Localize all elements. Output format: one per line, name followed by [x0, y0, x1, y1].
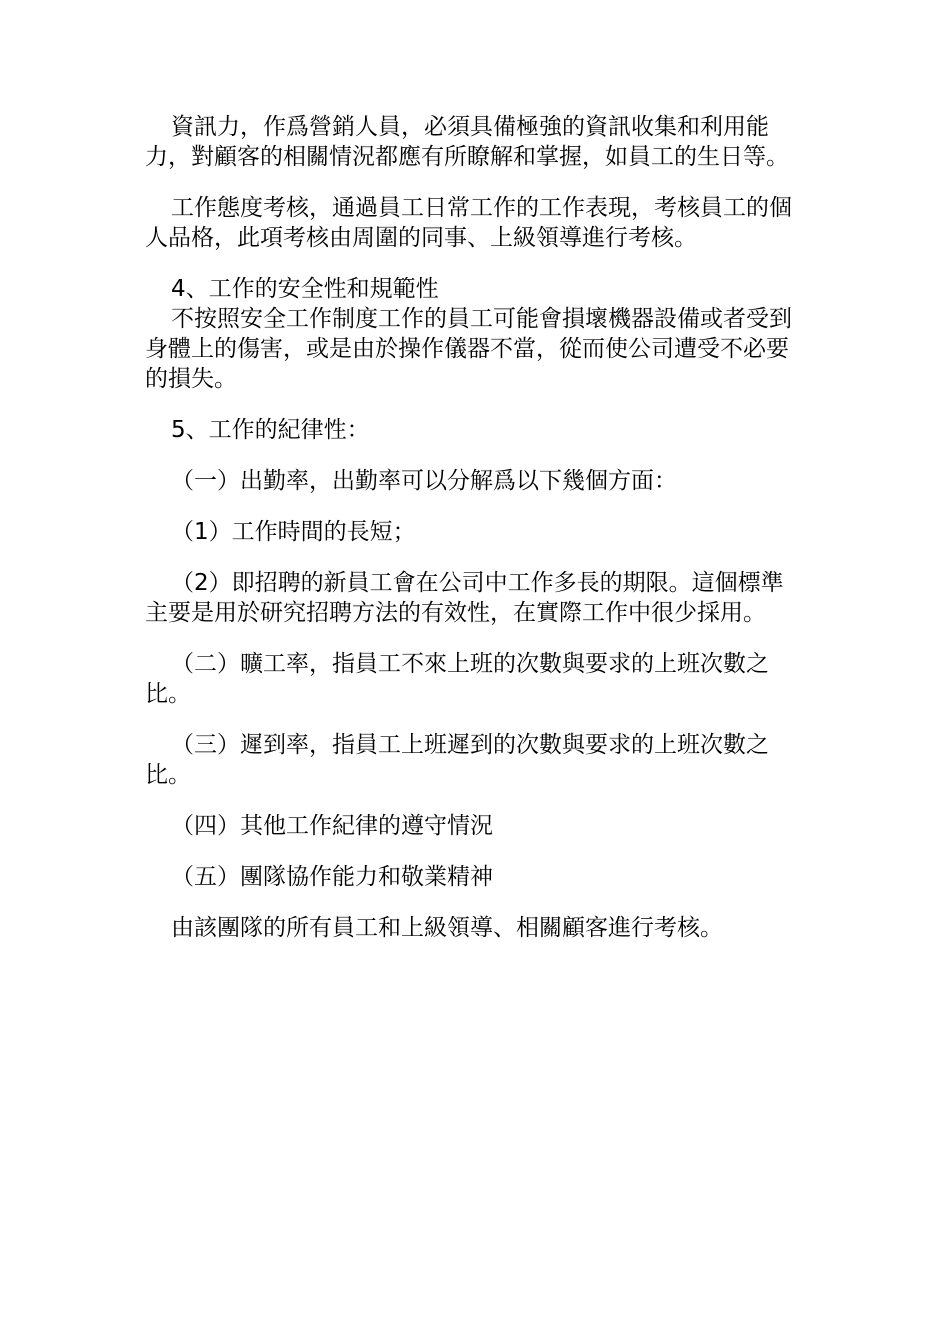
paragraph-lateness: （三）遲到率，指員工上班遲到的次數與要求的上班次數之比。 — [145, 732, 769, 788]
paragraph-work-hours: （1）工作時間的長短； — [171, 519, 416, 545]
document-page — [145, 112, 795, 964]
heading-safety-standard: 4、工作的安全性和規範性 — [171, 276, 439, 302]
paragraph-information-ability: 資訊力，作爲營銷人員，必須具備極強的資訊收集和利用能力，對顧客的相關情況都應有所瞭解和掌握，如員工的生日等。 — [145, 114, 789, 170]
heading-discipline: 5、工作的紀律性： — [171, 417, 370, 443]
paragraph-other-discipline: （四）其他工作紀律的遵守情況 — [171, 813, 493, 839]
paragraph-work-attitude: 工作態度考核，通過員工日常工作的工作表現，考核員工的個人品格，此項考核由周圍的同事、上級領導進行考核。 — [145, 195, 792, 251]
paragraph-attendance-rate: （一）出勤率，出勤率可以分解爲以下幾個方面： — [171, 468, 677, 494]
paragraph-team-evaluation: 由該團隊的所有員工和上級領導、相關顧客進行考核。 — [171, 915, 723, 941]
paragraph-teamwork: （五）團隊協作能力和敬業精神 — [171, 864, 493, 890]
paragraph-tenure: （2）即招聘的新員工會在公司中工作多長的期限。這個標準主要是用於研究招聘方法的有效性，在實際工作中很少採用。 — [145, 570, 784, 626]
paragraph-safety-description: 不按照安全工作制度工作的員工可能會損壞機器設備或者受到身體上的傷害，或是由於操作儀器不當，從而使公司遭受不必要的損失。 — [145, 306, 792, 392]
paragraph-absenteeism: （二）曠工率，指員工不來上班的次數與要求的上班次數之比。 — [145, 651, 769, 707]
